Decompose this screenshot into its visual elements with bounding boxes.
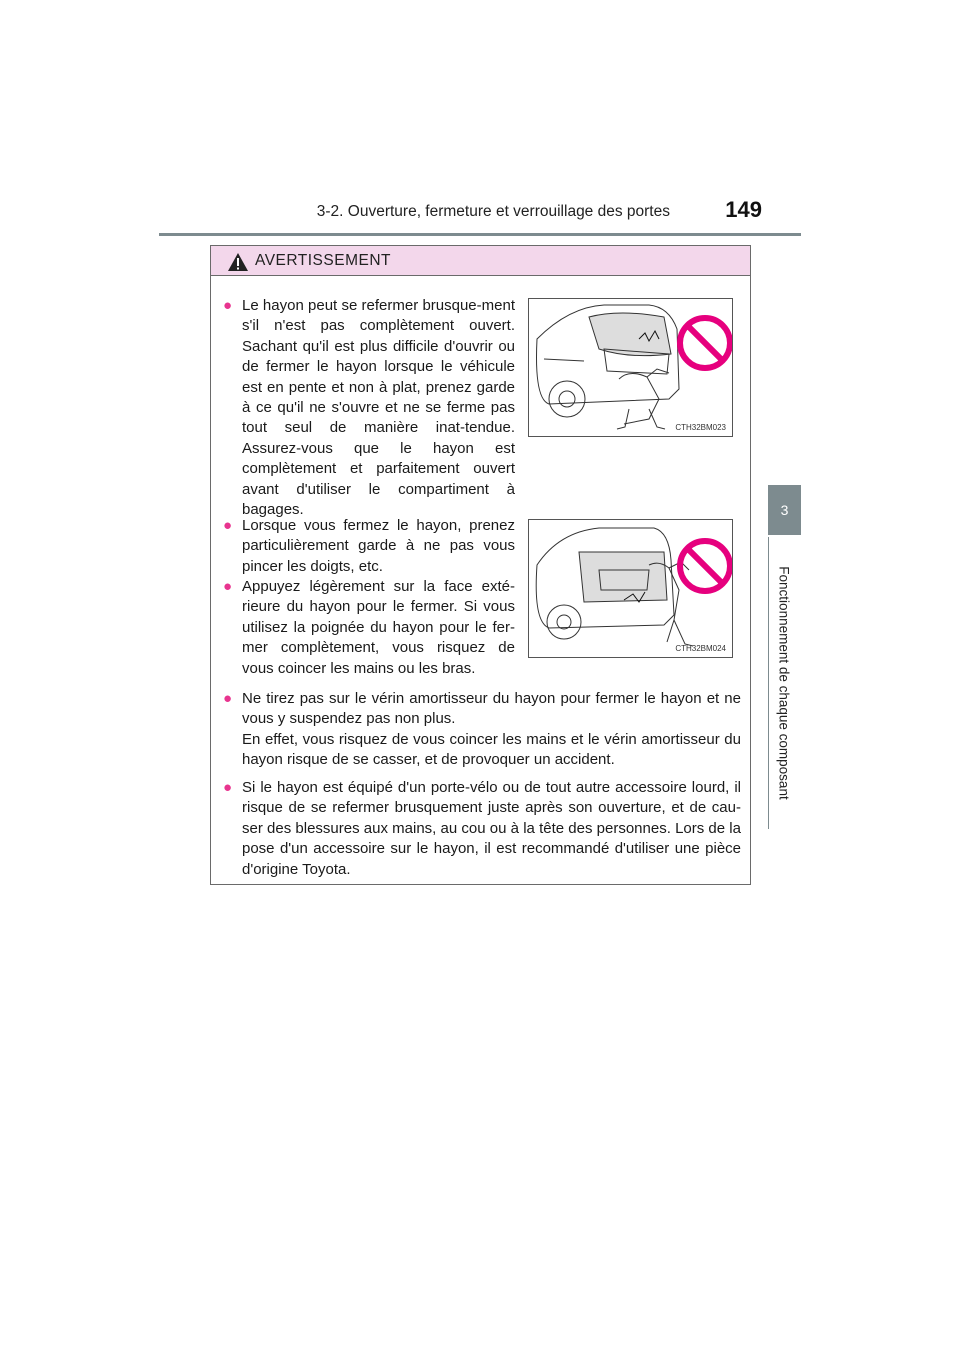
- warning-item-text: Si le hayon est équipé d'un porte-vélo ou de tout autre accessoire lourd, il risque de se refermer brusquement juste après son ouverture, et de cau-ser des blessures aux mains, au cou ou à la tête des personnes. Lors de la pose d'un accessoire sur le hayon, il est recommandé d'utiliser une pièce d'origine Toyota.: [242, 779, 741, 878]
- bullet-icon: ●: [223, 297, 233, 314]
- warning-item: [223, 778, 741, 880]
- car-tailgate-illustration: [529, 299, 733, 437]
- bullet-icon: ●: [223, 578, 233, 595]
- header-rule: [159, 233, 801, 236]
- warning-item-text: Le hayon peut se refermer brusque-ment s'il n'est pas complètement ouvert. Sachant qu'il est plus difficile d'ouvrir ou de fermer le hayon lorsque le véhicule est en pente et non à plat, prenez garde à ce qu'il ne s'ouvre et ne se ferme pas tout seul de manière inat-tendue. Assurez-vous que le hayon est complètement et parfaitement ouvert avant d'utiliser le compartiment à bagages.: [242, 297, 515, 519]
- page-number: 149: [725, 197, 762, 222]
- chapter-tab-number: 3: [768, 485, 801, 535]
- warning-box: [210, 245, 751, 885]
- warning-title: AVERTISSEMENT: [255, 252, 391, 269]
- warning-header: [211, 246, 750, 276]
- chapter-tab-label: Fonctionnement de chaque composant: [776, 566, 792, 800]
- warning-item-body: [242, 689, 741, 771]
- car-tailgate-hand-illustration: [529, 520, 733, 658]
- figure-tailgate-closing: [528, 298, 733, 437]
- warning-triangle-icon: [227, 252, 249, 272]
- bullet-icon: ●: [223, 517, 233, 534]
- warning-item: [223, 577, 515, 679]
- header-section-title: 3-2. Ouverture, fermeture et verrouillage des portes: [316, 203, 670, 220]
- warning-item-text: Lorsque vous fermez le hayon, prenez particulièrement garde à ne pas vous pincer les doigts, etc.: [242, 517, 515, 575]
- warning-item: [223, 689, 741, 771]
- warning-item-text-continued: En effet, vous risquez de vous coincer les mains et le vérin amortisseur du hayon risque de se casser, et de provoquer un accident.: [242, 730, 741, 769]
- warning-item-text: Ne tirez pas sur le vérin amortisseur du hayon pour fermer le hayon et ne vous y suspendez pas non plus.: [242, 690, 741, 728]
- bullet-icon: ●: [223, 779, 233, 796]
- warning-item: [223, 516, 515, 577]
- bullet-icon: ●: [223, 690, 233, 707]
- warning-item-text: Appuyez légèrement sur la face exté-rieure du hayon pour le fermer. Si vous utilisez la poignée du hayon pour le fer-mer complètement, vous risquez de vous coincer les mains ou les bras.: [242, 578, 515, 677]
- figure-code: CTH32BM023: [675, 423, 726, 432]
- warning-item: [223, 296, 515, 520]
- figure-code: CTH32BM024: [675, 644, 726, 653]
- figure-hand-pinching: [528, 519, 733, 658]
